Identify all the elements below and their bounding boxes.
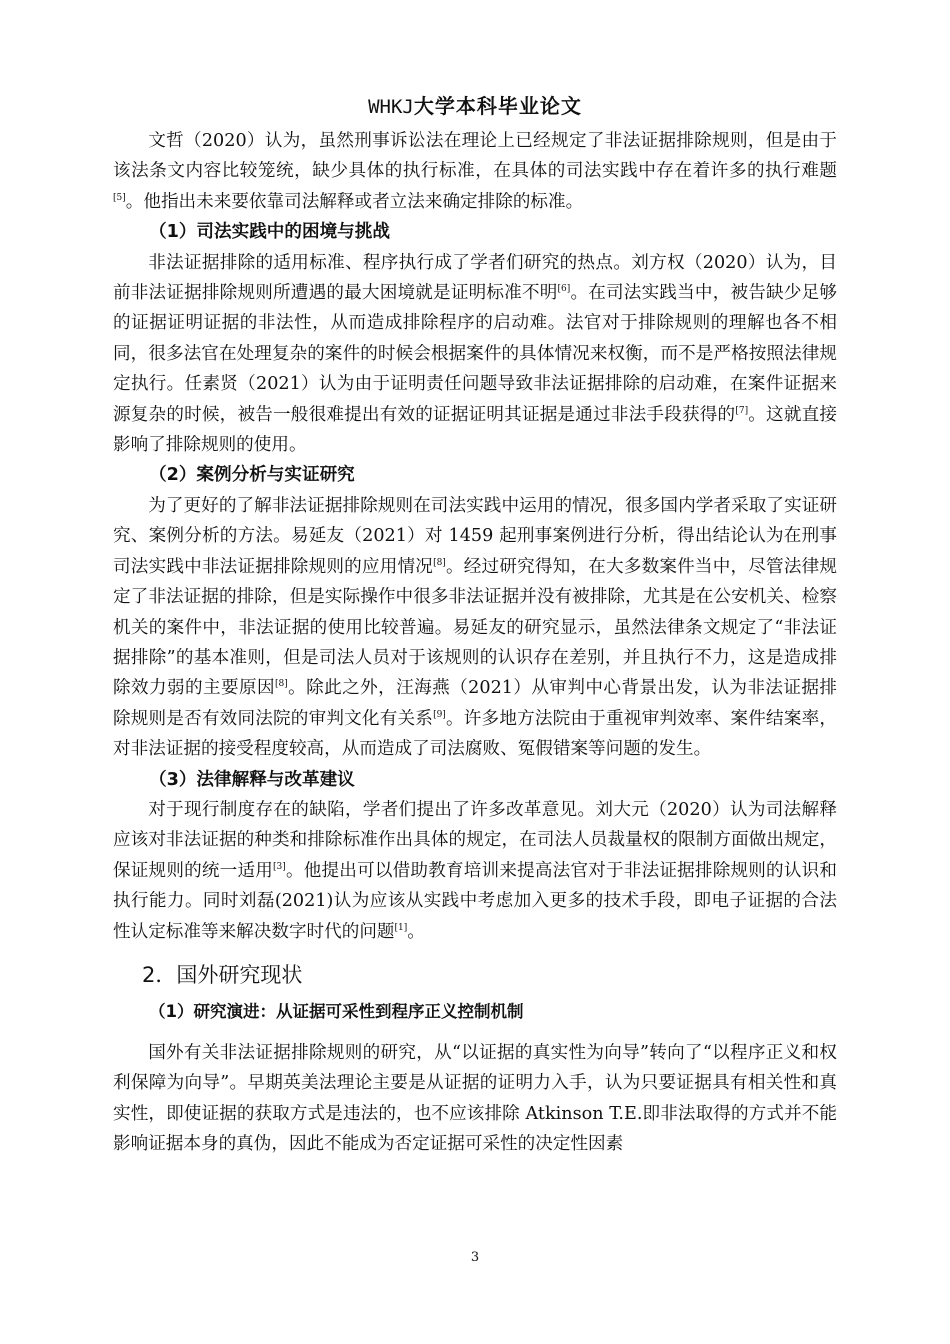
paragraph: 文哲（2020）认为，虽然刑事诉讼法在理论上已经规定了非法证据排除规则，但是由于该法条文内容比较笼统，缺少具体的执行标准，在具体的司法实践中存在着许多的执行难题[5]。他指出未来要依靠司法解释或者立法来确定排除的标准。	[113, 131, 837, 212]
citation: [5]	[113, 192, 126, 203]
page-number: 3	[470, 1250, 480, 1265]
body-text	[113, 126, 837, 1160]
citation: [9]	[433, 709, 446, 720]
paragraph: 国外有关非法证据排除规则的研究，从“以证据的真实性为向导”转向了“以程序正义和权利保障为向导”。早期英美法理论主要是从证据的证明力入手，认为只要证据具有相关性和真实性，即使证据的获取方式是违法的，也不应该排除 Atkinson T.E.即非法取得的方式并不能影响证据本身的真伪，因此不能成为否定证据可采性的决定性因素	[113, 1042, 837, 1155]
subheading: （2）案例分析与实证研究	[149, 465, 355, 486]
citation: [1]	[394, 922, 408, 933]
subheading: （3）法律解释与改革建议	[149, 769, 355, 790]
section-heading: 2．国外研究现状	[142, 962, 303, 987]
citation: [3]	[273, 861, 286, 872]
header-english: WHKJ	[368, 96, 414, 118]
citation: [7]	[735, 405, 749, 416]
citation: [6]	[557, 284, 571, 295]
subheading: （1）研究演进：从证据可采性到程序正义控制机制	[149, 1001, 524, 1021]
subheading: （1）司法实践中的困境与挑战	[149, 222, 390, 243]
paragraph: 对于现行制度存在的缺陷，学者们提出了许多改革意见。刘大元（2020）认为司法解释应该对非法证据的种类和排除标准作出具体的规定，在司法人员裁量权的限制方面做出规定，保证规则的统一适用[3]。他提出可以借助教育培训来提高法官对于非法证据排除规则的认识和执行能力。同时刘磊(2021)认为应该从实践中考虑加入更多的技术手段，即电子证据的合法性认定标准等来解决数字时代的问题[1]。	[113, 799, 837, 942]
header-chinese: 大学本科毕业论文	[413, 94, 582, 118]
citation: [8]	[433, 557, 446, 568]
running-header	[0, 92, 950, 121]
paragraph: 非法证据排除的适用标准、程序执行成了学者们研究的热点。刘方权（2020）认为，目前非法证据排除规则所遭遇的最大困境就是证明标准不明[6]。在司法实践当中，被告缺少足够的证据证明证据的非法性，从而造成排除程序的启动难。法官对于排除规则的理解也各不相同，很多法官在处理复杂的案件的时候会根据案件的具体情况来权衡，而不是严格按照法律规定执行。任素贤（2021）认为由于证明责任问题导致非法证据排除的启动难，在案件证据来源复杂的时候，被告一般很难提出有效的证据证明其证据是通过非法手段获得的[7]。这就直接影响了排除规则的使用。	[113, 252, 837, 456]
paragraph: 为了更好的了解非法证据排除规则在司法实践中运用的情况，很多国内学者采取了实证研究、案例分析的方法。易延友（2021）对 1459 起刑事案例进行分析，得出结论认为在刑事司法实践中非法证据排除规则的应用情况[8]。经过研究得知，在大多数案件当中，尽管法律规定了非法证据的排除，但是实际操作中很多非法证据并没有被排除，尤其是在公安机关、检察机关的案件中，非法证据的使用比较普遍。易延友的研究显示，虽然法律条文规定了“非法证据排除”的基本准则，但是司法人员对于该规则的认识存在差别，并且执行不力，这是造成排除效力弱的主要原因[8]。除此之外，汪海燕（2021）从审判中心背景出发，认为非法证据排除规则是否有效同法院的审判文化有关系[9]。许多地方法院由于重视审判效率、案件结案率，对非法证据的接受程度较高，从而造成了司法腐败、冤假错案等问题的发生。	[113, 495, 837, 760]
citation: [8]	[275, 679, 288, 690]
